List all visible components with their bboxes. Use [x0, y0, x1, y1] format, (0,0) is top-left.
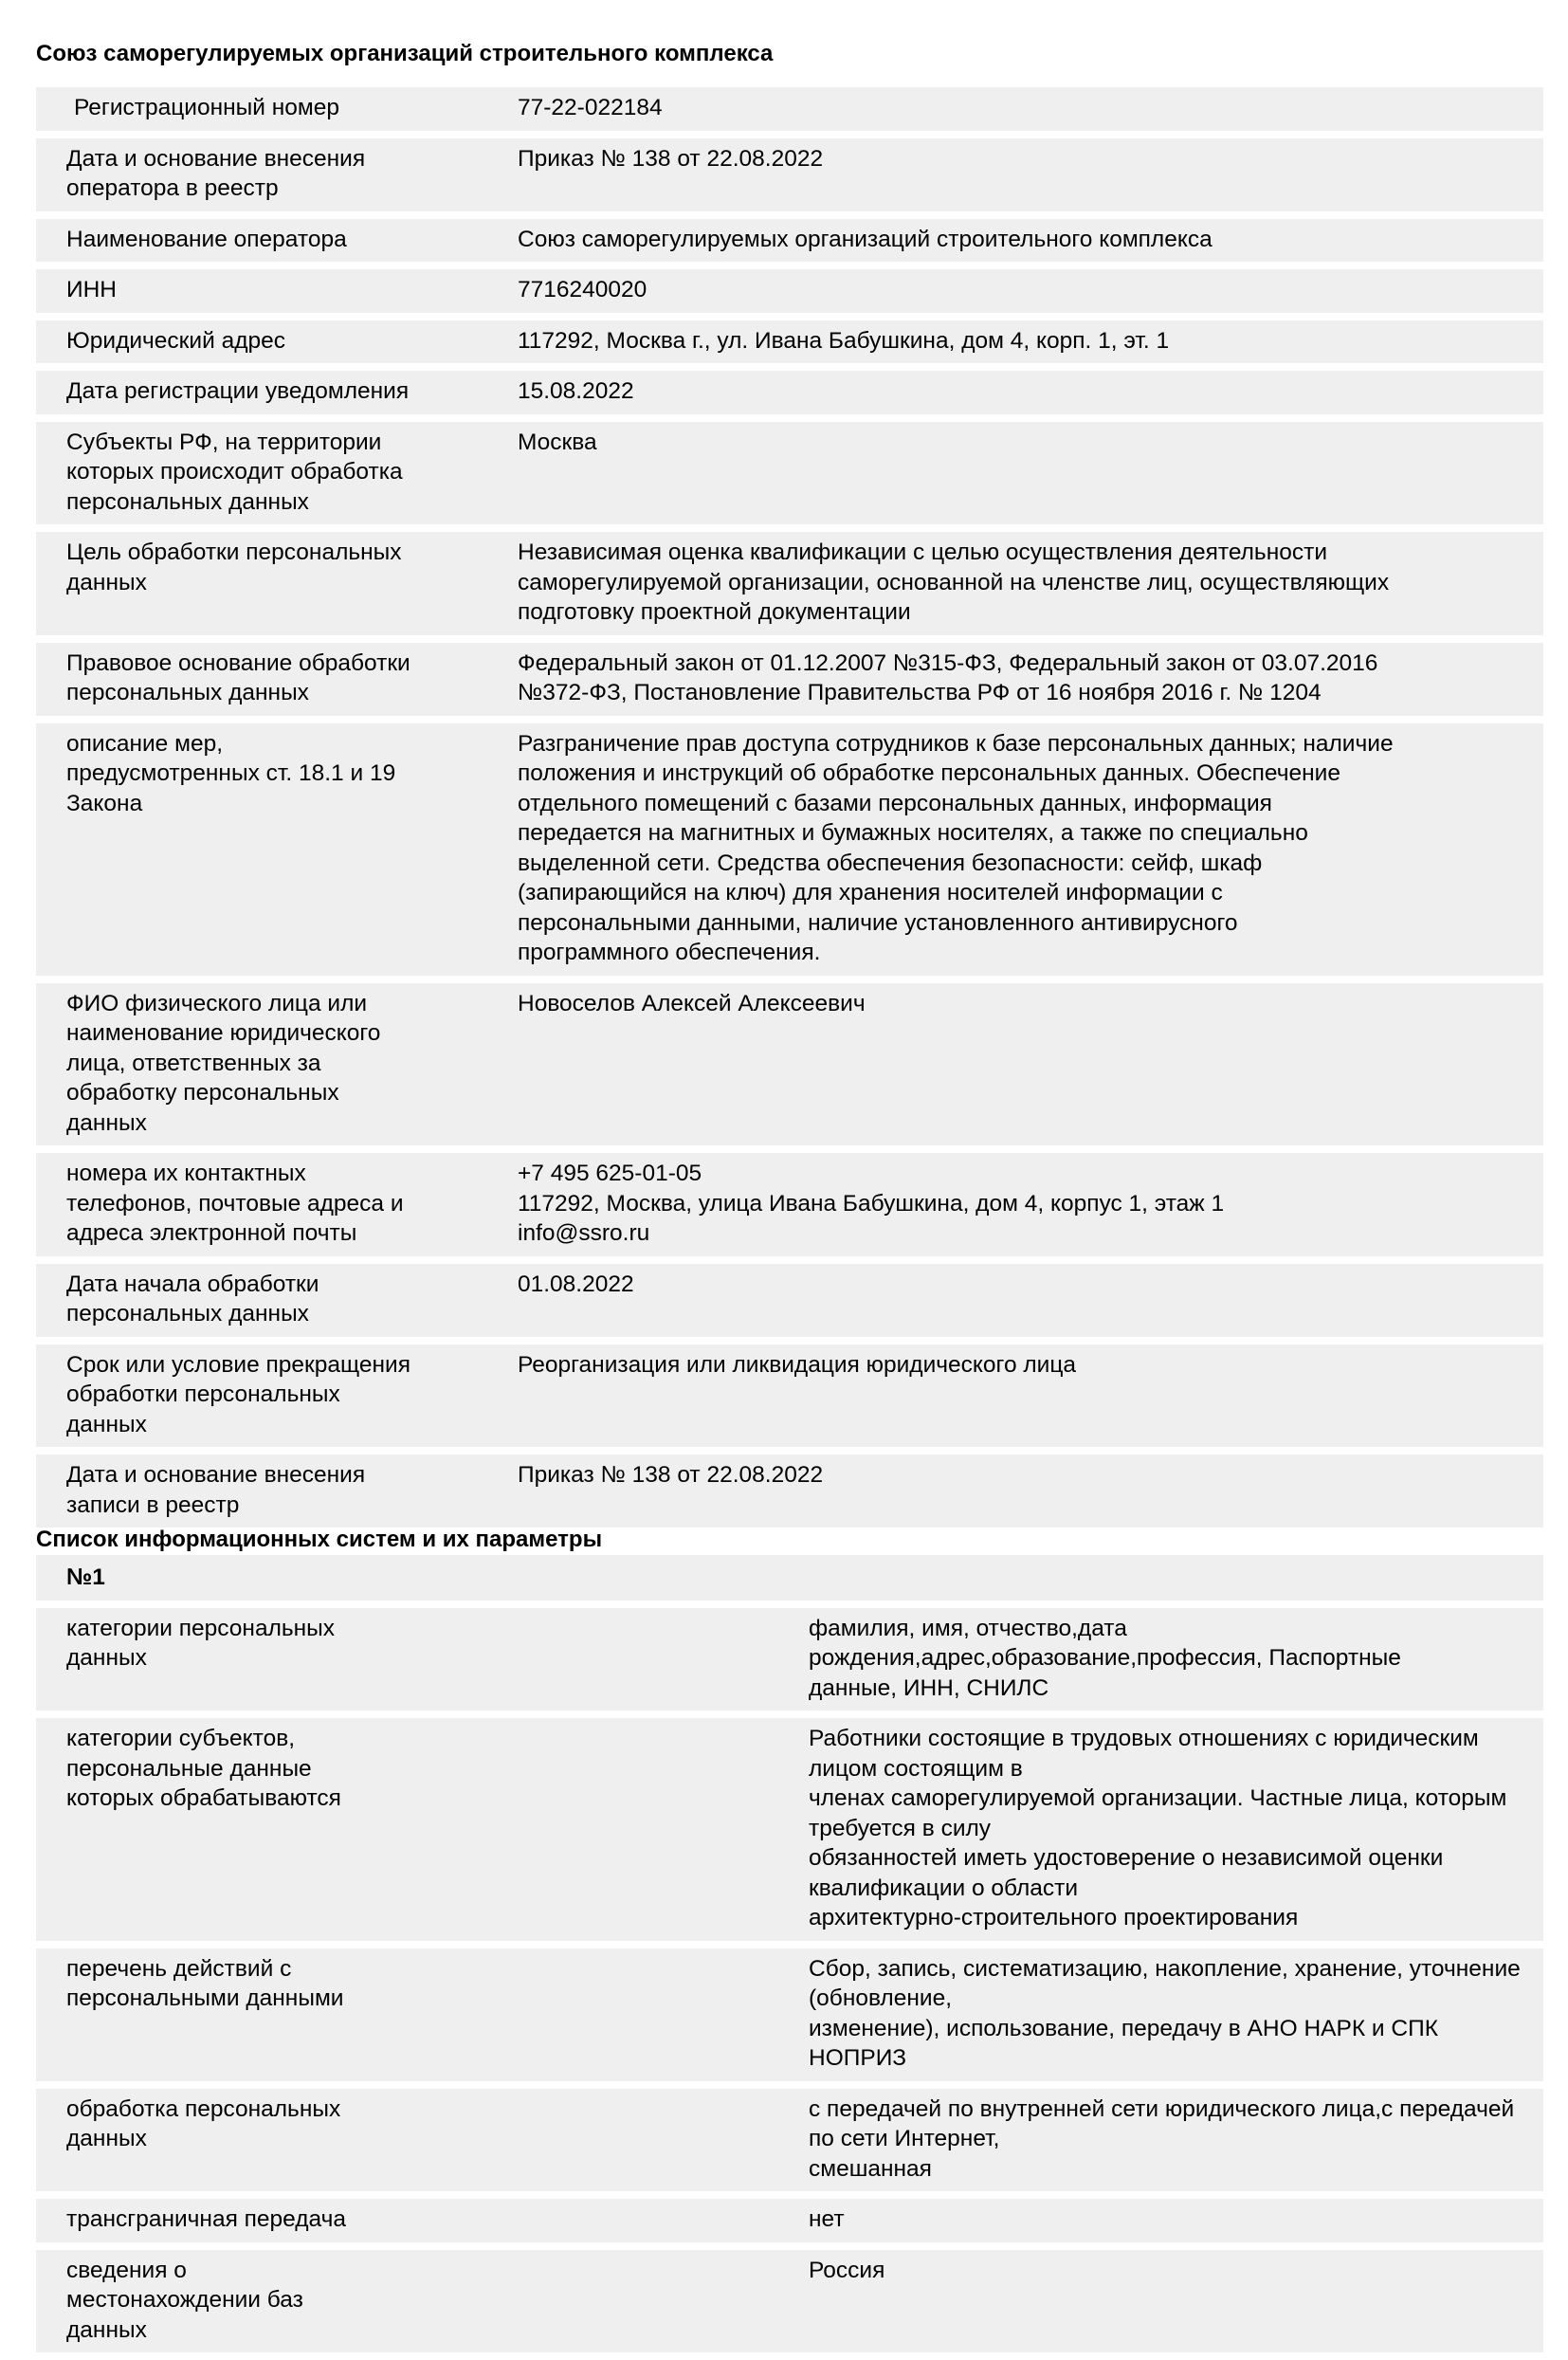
label-line: обработку персональных — [66, 1080, 339, 1106]
label-line: Правовое основание обработки — [66, 649, 410, 676]
value-line: фамилия, имя, отчество,дата рождения,адрес,образование,профессия, Паспортные — [809, 1615, 1401, 1671]
field-label — [36, 1264, 499, 1337]
label-line: сведения о — [66, 2257, 187, 2283]
value-line: отдельного помещений с базами персональных данных, информация — [518, 790, 1272, 816]
operator-row — [36, 320, 1543, 364]
field-label — [36, 1948, 790, 2081]
label-line: телефонов, почтовые адреса и — [66, 1190, 404, 1217]
systems-heading: Список информационных систем и их параметры — [36, 1527, 603, 1552]
label-line: обработки персональных — [66, 1381, 340, 1407]
label-line: ИНН — [66, 277, 117, 302]
operator-row — [36, 138, 1543, 211]
system-param-row — [36, 1948, 1543, 2081]
label-line: Дата и основание внесения — [66, 145, 366, 172]
value-line: (запирающийся на ключ) для хранения носителей информации с — [518, 880, 1223, 906]
label-line: обработка персональных — [66, 2095, 341, 2122]
field-value — [499, 1345, 1543, 1448]
label-line: трансграничная передача — [66, 2206, 347, 2232]
value-line: Реорганизация или ликвидация юридического лица — [518, 1351, 1077, 1378]
field-value — [499, 87, 1543, 131]
label-line: данных — [66, 2316, 147, 2343]
field-label — [36, 532, 499, 635]
label-line: Дата регистрации уведомления — [66, 378, 410, 404]
operator-table — [36, 80, 1543, 1535]
field-value — [499, 983, 1543, 1146]
field-value — [790, 1608, 1543, 1711]
value-line: Федеральный закон от 01.12.2007 №315-ФЗ, Федеральный закон от 03.07.2016 — [518, 649, 1378, 676]
label-line: предусмотренных ст. 18.1 и 19 — [66, 760, 396, 786]
value-line: 117292, Москва, улица Ивана Бабушкина, дом 4, корпус 1, этаж 1 — [518, 1190, 1225, 1217]
value-line: 7716240020 — [518, 277, 647, 302]
value-line: 77-22-022184 — [518, 95, 663, 120]
field-value — [790, 2089, 1543, 2192]
value-line: программного обеспечения. — [518, 940, 821, 965]
label-line: ФИО физического лица или — [66, 990, 368, 1016]
field-value — [499, 320, 1543, 364]
label-line: номера их контактных — [66, 1161, 306, 1186]
value-line: изменение), использование, передачу в АНО НАРК и СПК НОПРИЗ — [809, 2015, 1438, 2071]
value-line: архитектурно-строительного проектирования — [809, 1905, 1299, 1930]
value-line: саморегулируемой организации, основанной на членстве лиц, осуществляющих — [518, 569, 1390, 595]
field-value — [790, 2250, 1543, 2353]
field-label — [36, 1345, 499, 1448]
field-value — [790, 1948, 1543, 2081]
label-line: которых происходит обработка — [66, 459, 403, 485]
operator-row — [36, 1345, 1543, 1448]
field-label — [36, 1454, 499, 1528]
label-line: оператора в реестр — [66, 175, 279, 201]
value-line: 117292, Москва г., ул. Ивана Бабушкина, дом 4, корп. 1, эт. 1 — [518, 327, 1170, 354]
value-line: Работники состоящие в трудовых отношениях с юридическим лицом состоящим в — [809, 1726, 1479, 1782]
label-line: записи в реестр — [66, 1491, 240, 1518]
value-line: Приказ № 138 от 22.08.2022 — [518, 1462, 824, 1488]
label-line: данных — [66, 569, 147, 595]
value-line: Разграничение прав доступа сотрудников к базе персональных данных; наличие — [518, 730, 1394, 757]
value-line: подготовку проектной документации — [518, 599, 911, 625]
label-line: адреса электронной почты — [66, 1220, 357, 1246]
field-value — [499, 269, 1543, 313]
label-line: Цель обработки персональных — [66, 540, 402, 565]
operator-row — [36, 983, 1543, 1146]
operator-row — [36, 1153, 1543, 1256]
value-line: Союз саморегулируемых организаций строительного комплекса — [518, 226, 1212, 252]
field-value — [499, 1264, 1543, 1337]
label-line: Дата и основание внесения — [66, 1462, 366, 1488]
operator-row — [36, 371, 1543, 414]
operator-row — [36, 87, 1543, 131]
system-param-row — [36, 2089, 1543, 2192]
label-line: Дата начала обработки — [66, 1271, 319, 1297]
field-value — [499, 1454, 1543, 1528]
label-line: Закона — [66, 790, 143, 816]
field-value — [499, 422, 1543, 525]
field-label — [36, 2250, 790, 2353]
field-label — [36, 219, 499, 263]
field-label — [36, 1718, 790, 1941]
label-line: категории субъектов, — [66, 1726, 296, 1751]
value-line: персональными данными, наличие установленного антивирусного — [518, 909, 1238, 936]
value-line: info@ssro.ru — [518, 1220, 650, 1246]
label-line: Срок или условие прекращения — [66, 1351, 410, 1378]
field-value — [499, 723, 1543, 976]
label-line: Наименование оператора — [66, 226, 347, 252]
field-label — [36, 371, 499, 414]
operator-row — [36, 422, 1543, 525]
operator-row — [36, 219, 1543, 263]
label-line: данных — [66, 2126, 147, 2151]
system-param-row — [36, 1608, 1543, 1711]
value-line: Независимая оценка квалификации с целью осуществления деятельности — [518, 540, 1328, 565]
operator-row — [36, 532, 1543, 635]
operator-row — [36, 1454, 1543, 1528]
label-line: данных — [66, 1109, 147, 1136]
label-line: наименование юридического — [66, 1020, 381, 1046]
system-param-row — [36, 2199, 1543, 2242]
label-line: персональных данных — [66, 1301, 309, 1326]
label-line: описание мер, — [66, 730, 224, 757]
field-value — [499, 371, 1543, 414]
field-label — [36, 1608, 790, 1711]
label-line: персональных данных — [66, 680, 309, 705]
value-line: 15.08.2022 — [518, 378, 634, 404]
label-line: категории персональных — [66, 1615, 336, 1641]
label-line: Субъекты РФ, на территории — [66, 429, 382, 455]
value-line: Россия — [809, 2257, 885, 2283]
value-line: Приказ № 138 от 22.08.2022 — [518, 145, 824, 172]
label-line: которых обрабатываются — [66, 1785, 341, 1811]
system-number-row — [36, 1555, 1543, 1601]
system-number: №1 — [36, 1555, 1543, 1601]
field-label — [36, 320, 499, 364]
label-line: Юридический адрес — [66, 327, 286, 354]
field-value — [499, 219, 1543, 263]
label-line: данных — [66, 1411, 147, 1437]
field-label — [36, 422, 499, 525]
field-value — [499, 532, 1543, 635]
field-label — [36, 1153, 499, 1256]
label-line: данных — [66, 1645, 147, 1671]
value-line: положения и инструкций об обработке персональных данных. Обеспечение — [518, 760, 1340, 786]
value-line: 01.08.2022 — [518, 1271, 634, 1297]
operator-row — [36, 643, 1543, 716]
value-line: обязанностей иметь удостоверение о независимой оценки квалификации о области — [809, 1845, 1444, 1901]
value-line: +7 495 625-01-05 — [518, 1161, 702, 1186]
value-line: данные, ИНН, СНИЛС — [809, 1674, 1049, 1701]
label-line: перечень действий с — [66, 1955, 292, 1982]
label-line: персональных данных — [66, 488, 309, 515]
operator-row — [36, 269, 1543, 313]
field-label — [36, 983, 499, 1146]
field-value — [790, 1718, 1543, 1941]
value-line: №372-ФЗ, Постановление Правительства РФ от 16 ноября 2016 г. № 1204 — [518, 680, 1322, 705]
field-value — [499, 1153, 1543, 1256]
operator-row — [36, 1264, 1543, 1337]
label-line: местонахождении баз — [66, 2287, 303, 2313]
value-line: нет — [809, 2206, 845, 2232]
field-label — [36, 269, 499, 313]
label-line: персональными данными — [66, 1985, 344, 2011]
value-line: с передачей по внутренней сети юридического лица,с передачей по сети Интернет, — [809, 2095, 1515, 2151]
page-title: Союз саморегулируемых организаций строительного комплекса — [36, 41, 774, 66]
value-line: Москва — [518, 429, 597, 455]
system-param-row — [36, 1718, 1543, 1941]
value-line: Сбор, запись, систематизацию, накопление, хранение, уточнение (обновление, — [809, 1955, 1521, 2011]
field-label — [36, 2199, 790, 2242]
field-value — [499, 138, 1543, 211]
value-line: выделенной сети. Средства обеспечения безопасности: сейф, шкаф — [518, 850, 1263, 876]
systems-table — [36, 1547, 1543, 2360]
label-line: лица, ответственных за — [66, 1050, 321, 1076]
field-label — [36, 87, 499, 131]
value-line: передается на магнитных и бумажных носителях, а также по специально — [518, 820, 1308, 846]
system-param-row — [36, 2250, 1543, 2353]
field-value — [499, 643, 1543, 716]
field-label — [36, 643, 499, 716]
value-line: смешанная — [809, 2155, 932, 2182]
value-line: Новоселов Алексей Алексеевич — [518, 990, 866, 1016]
field-label — [36, 723, 499, 976]
operator-row — [36, 723, 1543, 976]
label-line: Регистрационный номер — [74, 95, 339, 120]
field-value — [790, 2199, 1543, 2242]
label-line: персональные данные — [66, 1755, 312, 1782]
value-line: членах саморегулируемой организации. Частные лица, которым требуется в силу — [809, 1785, 1507, 1841]
field-label — [36, 138, 499, 211]
field-label — [36, 2089, 790, 2192]
